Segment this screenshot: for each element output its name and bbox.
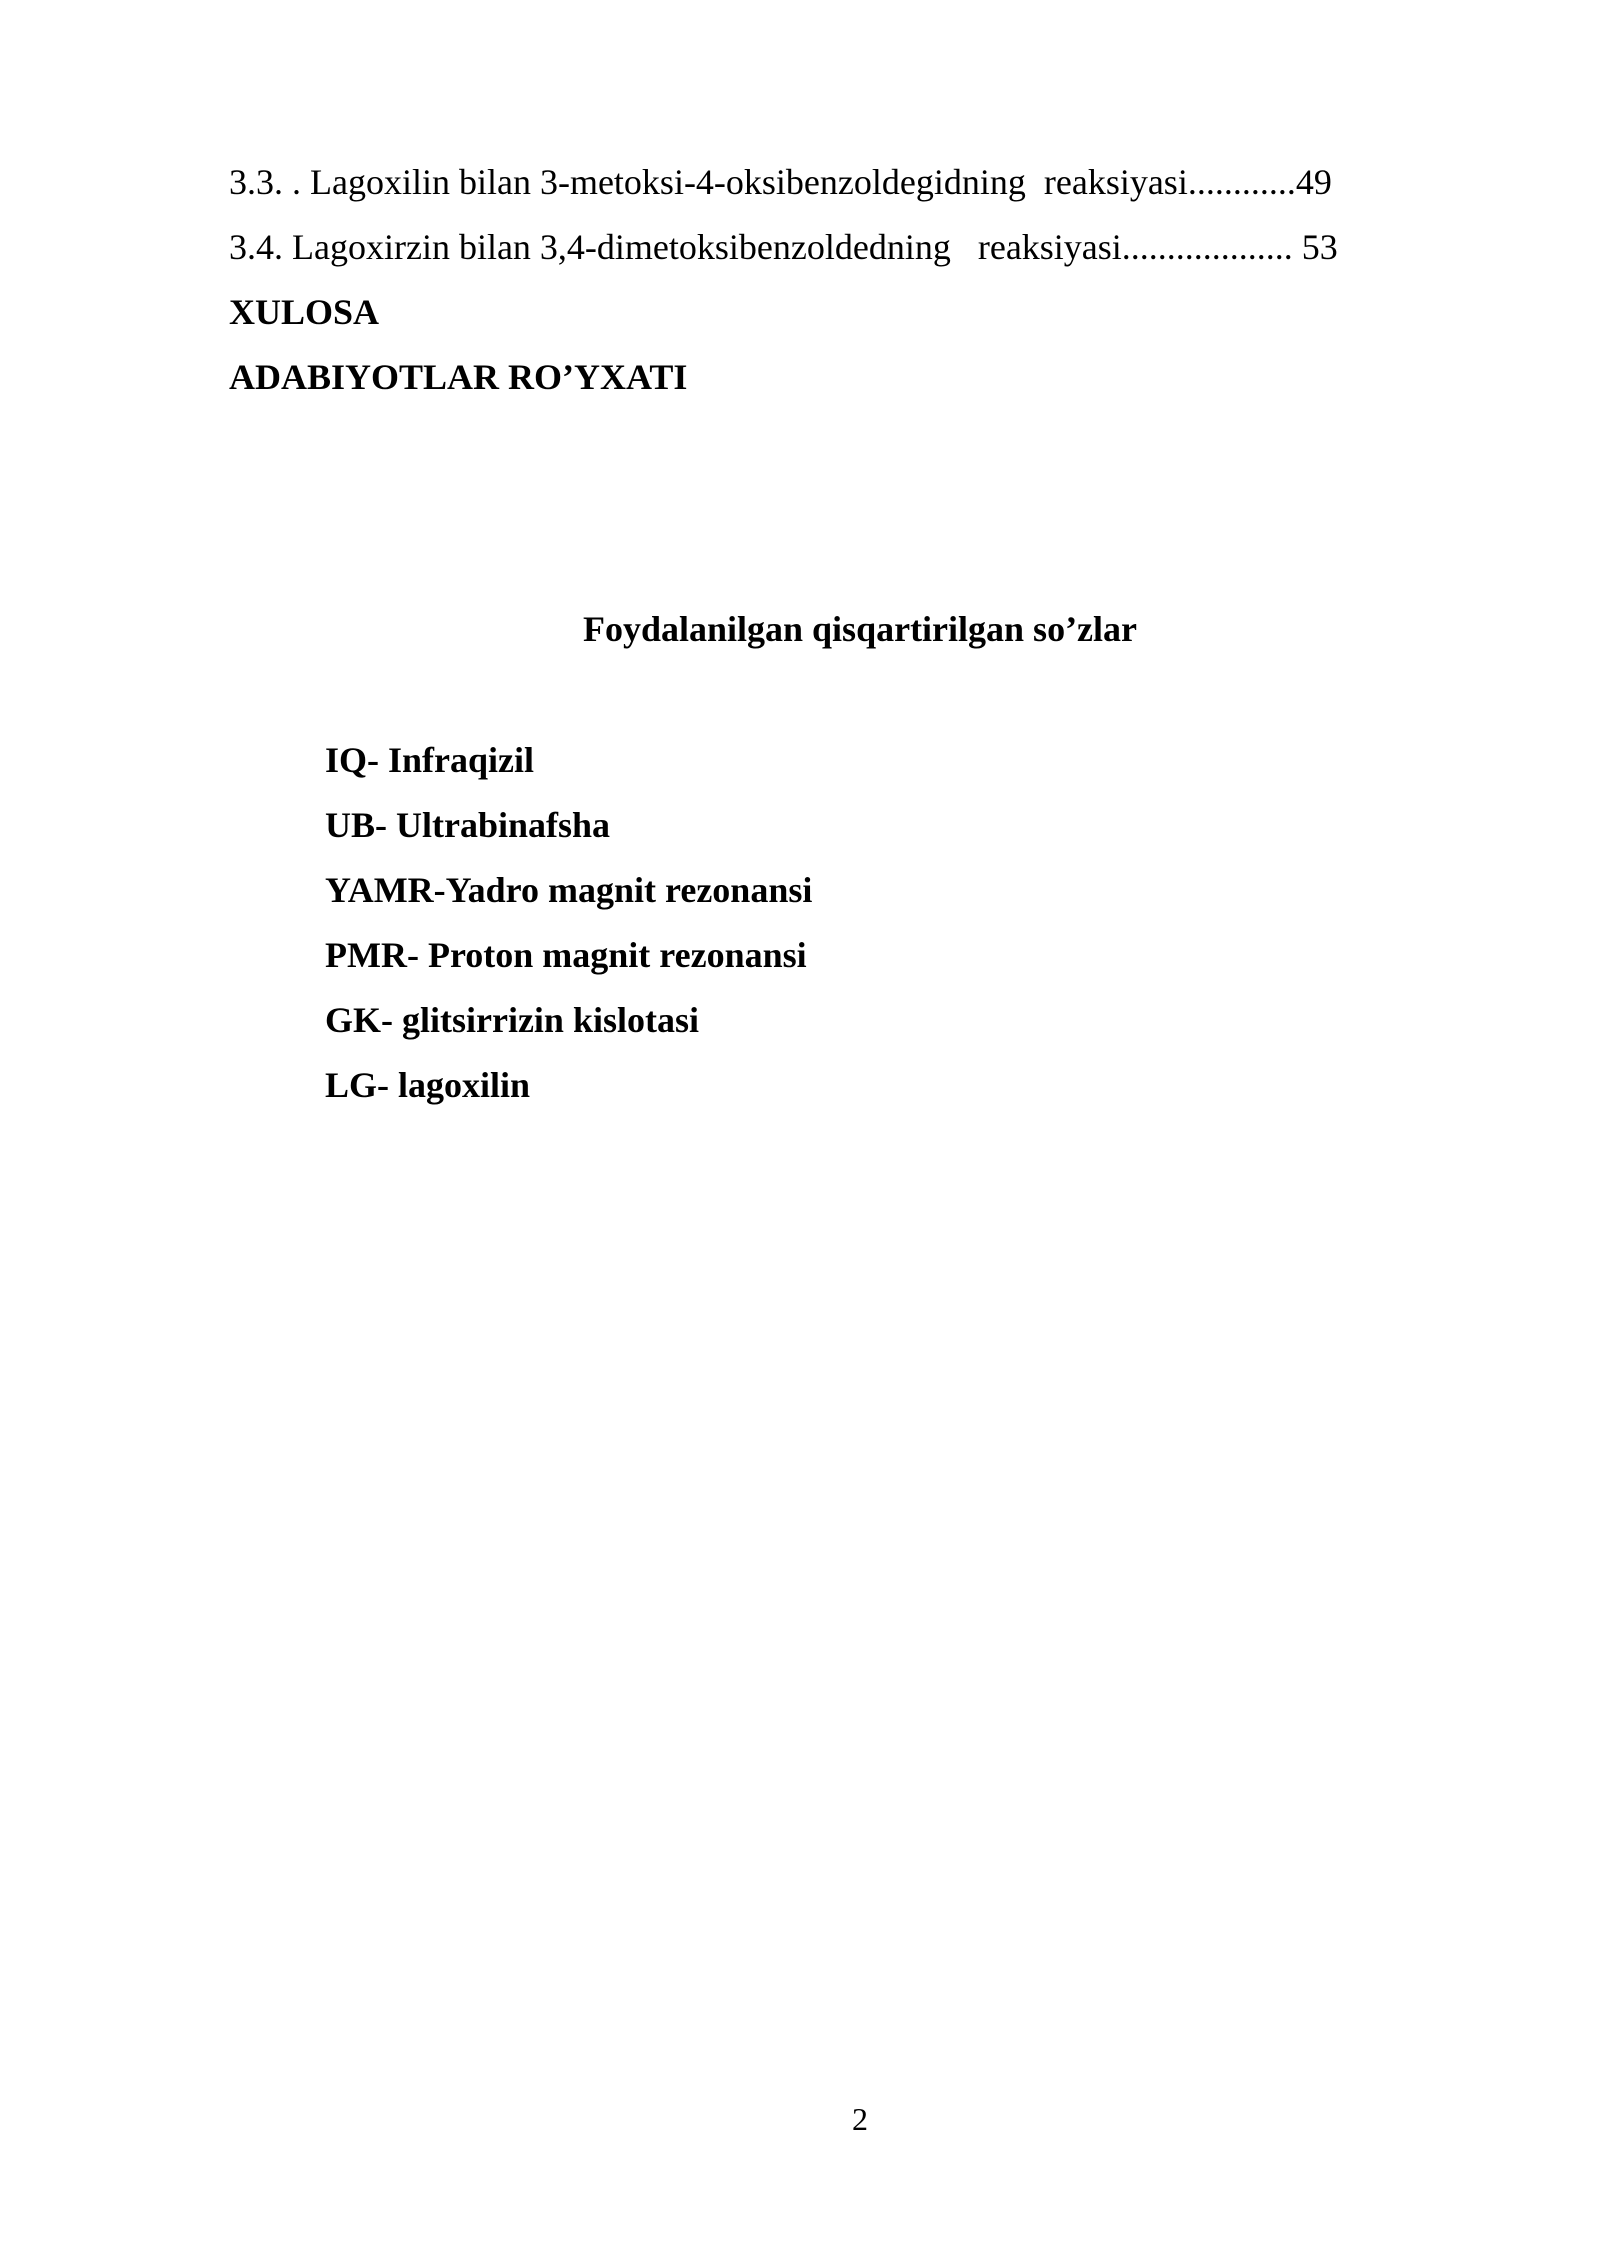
abbreviation-item-pmr: PMR- Proton magnit rezonansi bbox=[325, 935, 807, 975]
abbreviation-item-iq: IQ- Infraqizil bbox=[325, 740, 535, 780]
abbreviation-item-lg: LG- lagoxilin bbox=[325, 1065, 531, 1105]
abbreviations-title: Foydalanilgan qisqartirilgan so’zlar bbox=[582, 609, 1138, 649]
page-number: 2 bbox=[852, 2101, 868, 2137]
toc-heading-adabiyotlar: ADABIYOTLAR RO’YXATI bbox=[229, 357, 688, 397]
abbreviation-item-ub: UB- Ultrabinafsha bbox=[325, 805, 611, 845]
toc-entry-3-3: 3.3. . Lagoxilin bilan 3-metoksi-4-oksibenzoldegidning reaksiyasi............49 bbox=[229, 162, 1332, 202]
abbreviation-item-yamr: YAMR-Yadro magnit rezonansi bbox=[325, 870, 813, 910]
abbreviation-item-gk: GK- glitsirrizin kislotasi bbox=[325, 1000, 699, 1040]
abbreviations-list bbox=[325, 728, 1325, 1118]
toc-entry-3-4: 3.4. Lagoxirzin bilan 3,4-dimetoksibenzoldedning reaksiyasi................... 53 bbox=[229, 227, 1338, 267]
toc-heading-xulosa: XULOSA bbox=[229, 292, 380, 332]
table-of-contents bbox=[229, 150, 1389, 410]
